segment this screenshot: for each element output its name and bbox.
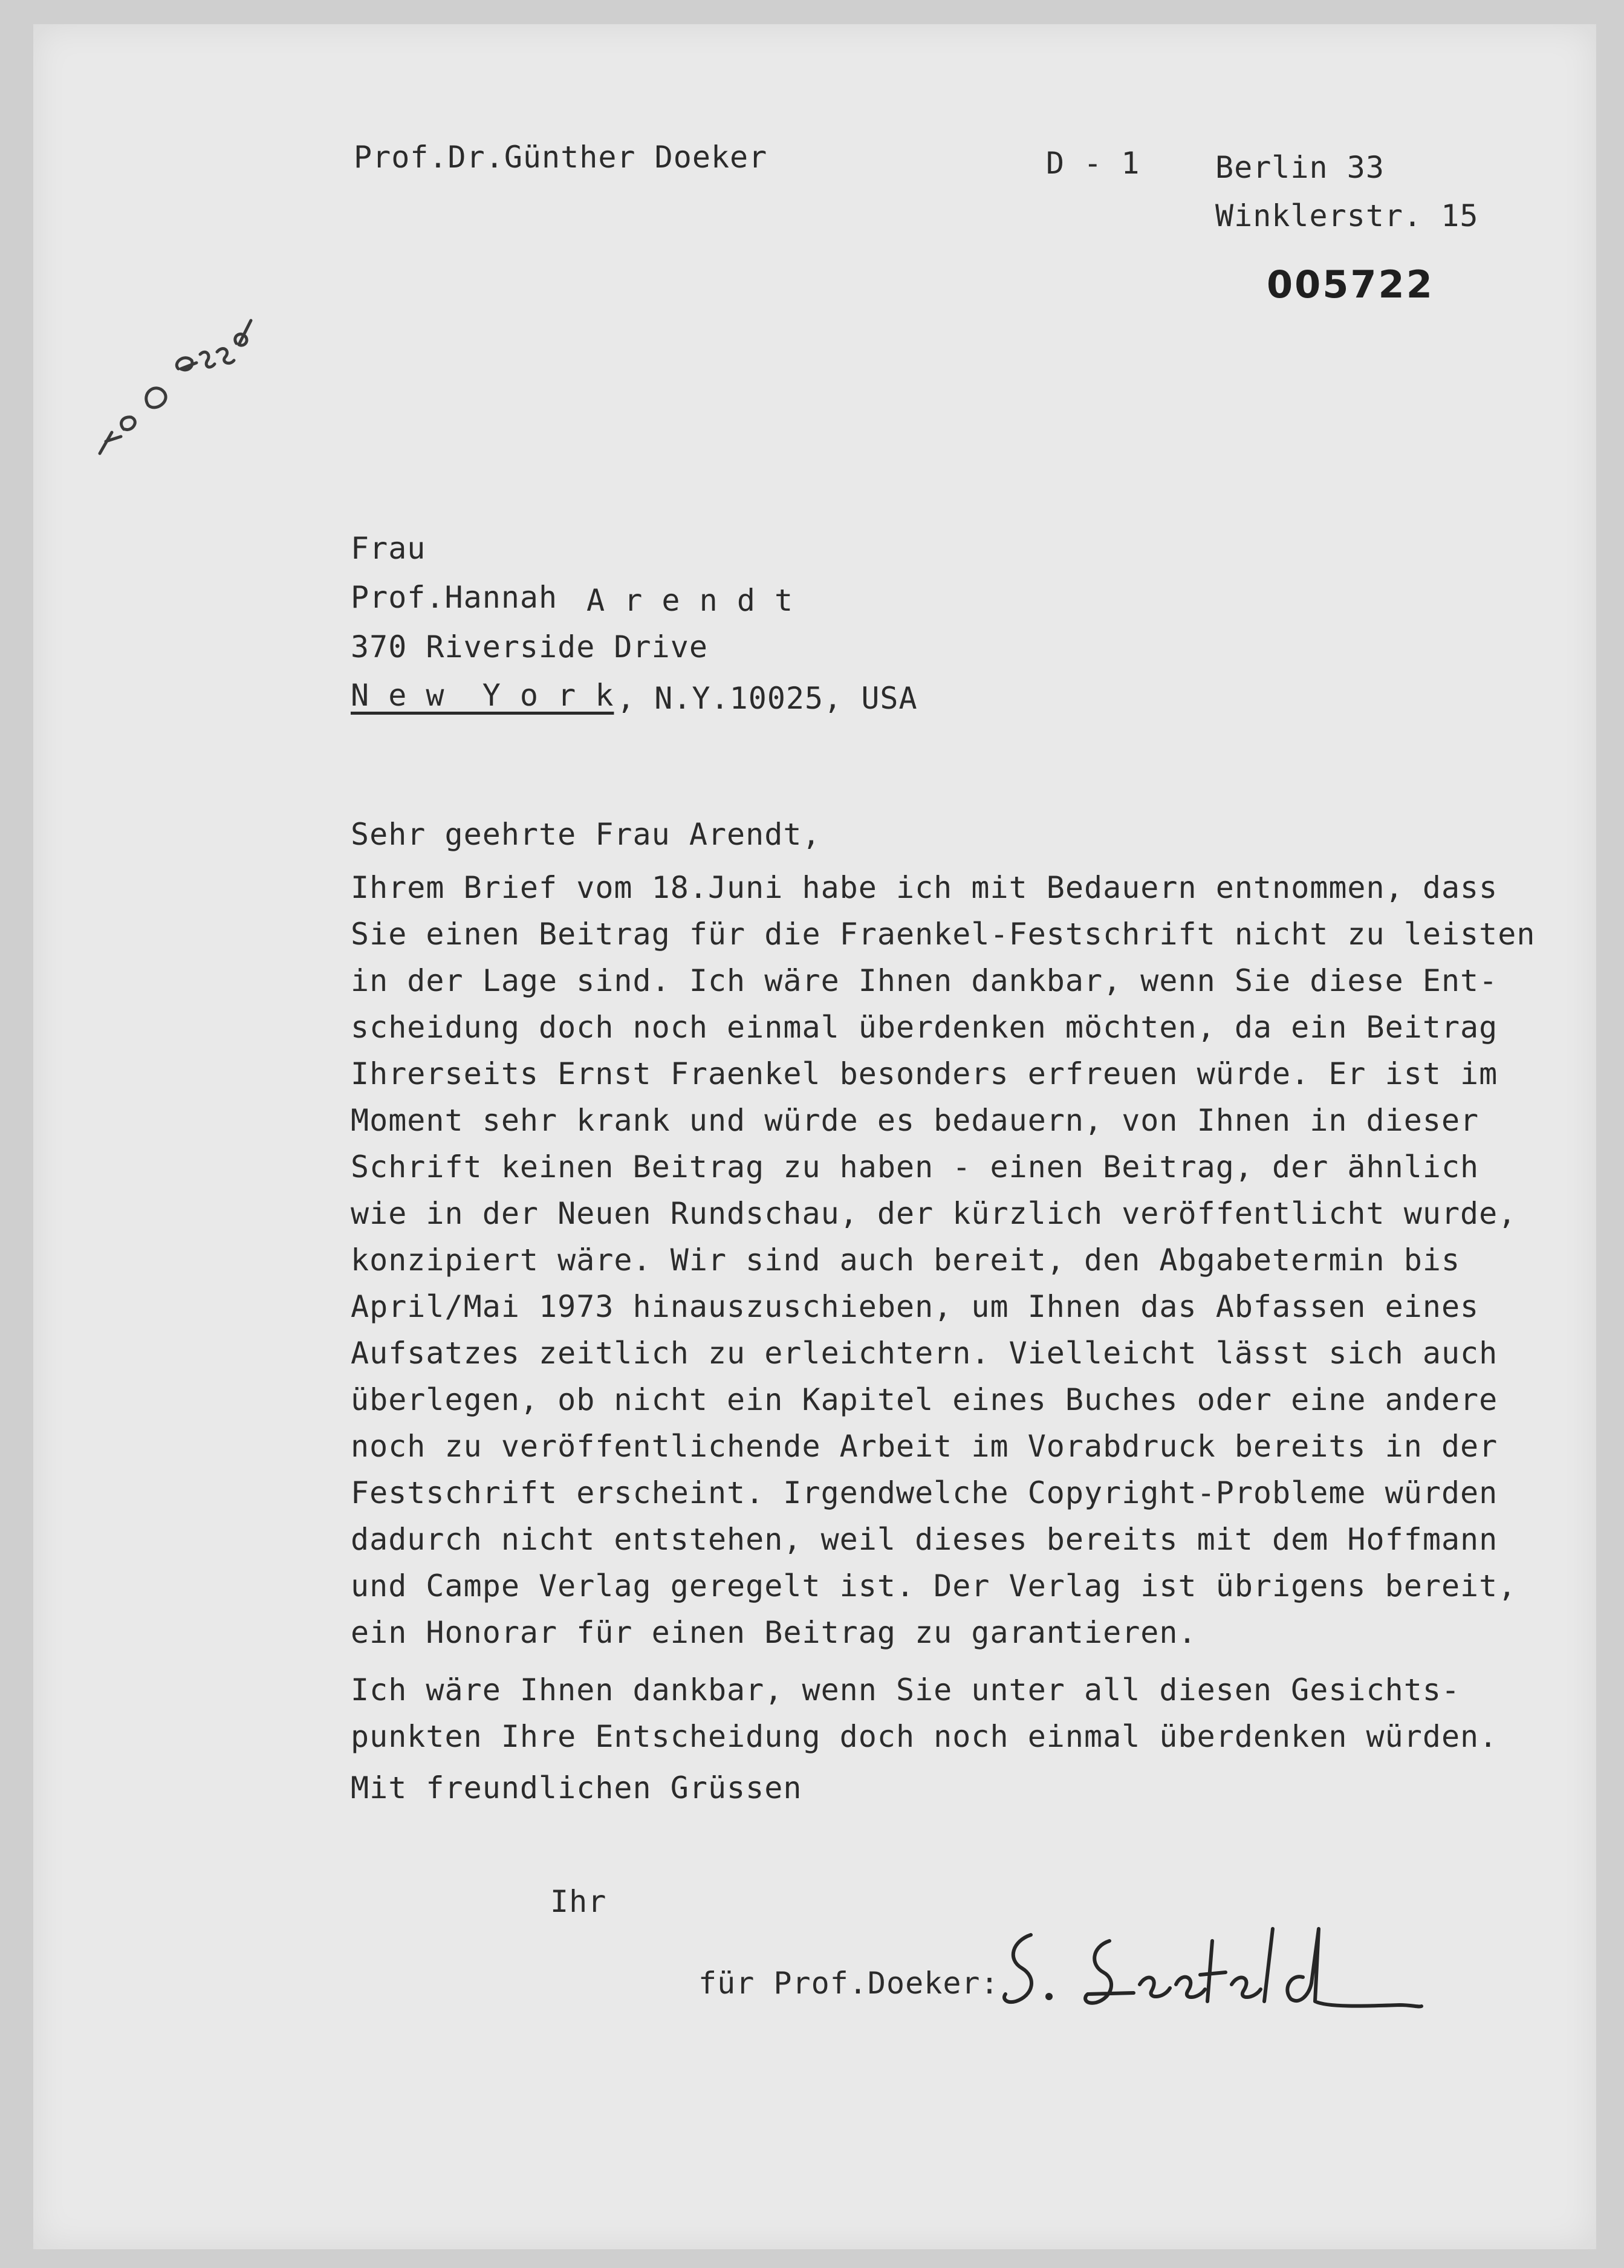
signature-label: für Prof.Doeker:: [698, 1966, 999, 2001]
paragraph-line: Ihrerseits Ernst Fraenkel besonders erfreuen würde. Er ist im: [351, 1056, 1498, 1091]
paragraph-line: konzipiert wäre. Wir sind auch bereit, den Abgabetermin bis: [351, 1243, 1461, 1278]
paragraph-line: punkten Ihre Entscheidung doch noch einmal überdenken würden.: [351, 1719, 1498, 1754]
recipient-surname: A r e n d t: [586, 583, 794, 618]
recipient-street: 370 Riverside Drive: [351, 629, 708, 664]
letter-body: [351, 865, 1548, 1811]
handwritten-signature: [989, 1917, 1424, 2013]
recipient-name-prefix: Prof.Hannah: [351, 580, 558, 615]
paragraph-line: Aufsatzes zeitlich zu erleichtern. Vielleicht lässt sich auch: [351, 1336, 1498, 1371]
paragraph-line: überlegen, ob nicht ein Kapitel eines Buches oder eine andere: [351, 1382, 1498, 1417]
paragraph-line: wie in der Neuen Rundschau, der kürzlich veröffentlicht wurde,: [351, 1196, 1517, 1231]
recipient-city-suffix: , N.Y.10025, USA: [617, 681, 918, 716]
paragraph-line: Festschrift erscheint. Irgendwelche Copyright-Probleme würden: [351, 1475, 1498, 1510]
paragraph-line: dadurch nicht entstehen, weil dieses bereits mit dem Hoffmann: [351, 1522, 1498, 1557]
sender-street: Winklerstr. 15: [1215, 198, 1479, 233]
paragraph-line: scheidung doch noch einmal überdenken möchten, da ein Beitrag: [351, 1010, 1498, 1045]
letter-closing: Mit freundlichen Grüssen: [351, 1770, 802, 1805]
letter-greeting: Sehr geehrte Frau Arendt,: [351, 817, 821, 852]
paragraph-line: April/Mai 1973 hinauszuschieben, um Ihnen das Abfassen eines: [351, 1289, 1479, 1324]
sender-postal-code: D - 1: [1046, 146, 1140, 181]
paragraph-line: Ich wäre Ihnen dankbar, wenn Sie unter all diesen Gesichts-: [351, 1672, 1461, 1707]
handwritten-margin-note: [88, 224, 269, 466]
paragraph-line: in der Lage sind. Ich wäre Ihnen dankbar, wenn Sie diese Ent-: [351, 963, 1498, 998]
sender-city: Berlin 33: [1215, 150, 1385, 185]
paragraph-line: noch zu veröffentlichende Arbeit im Vorabdruck bereits in der: [351, 1429, 1498, 1464]
paragraph-line: Schrift keinen Beitrag zu haben - einen Beitrag, der ähnlich: [351, 1149, 1479, 1184]
closing-pronoun: Ihr: [550, 1884, 607, 1919]
recipient-salutation: Frau: [351, 531, 426, 566]
archive-serial-number: 005722: [1267, 262, 1434, 307]
recipient-city: N e w Y o r k: [351, 678, 614, 713]
letter-page: [33, 24, 1596, 2249]
paragraph-line: ein Honorar für einen Beitrag zu garantieren.: [351, 1615, 1197, 1650]
paragraph-line: und Campe Verlag geregelt ist. Der Verlag ist übrigens bereit,: [351, 1568, 1517, 1604]
sender-name: Prof.Dr.Günther Doeker: [354, 140, 768, 175]
paragraph-line: Sie einen Beitrag für die Fraenkel-Festschrift nicht zu leisten: [351, 917, 1536, 952]
paragraph-line: Ihrem Brief vom 18.Juni habe ich mit Bedauern entnommen, dass: [351, 870, 1498, 905]
paragraph-line: Moment sehr krank und würde es bedauern, von Ihnen in dieser: [351, 1103, 1479, 1138]
